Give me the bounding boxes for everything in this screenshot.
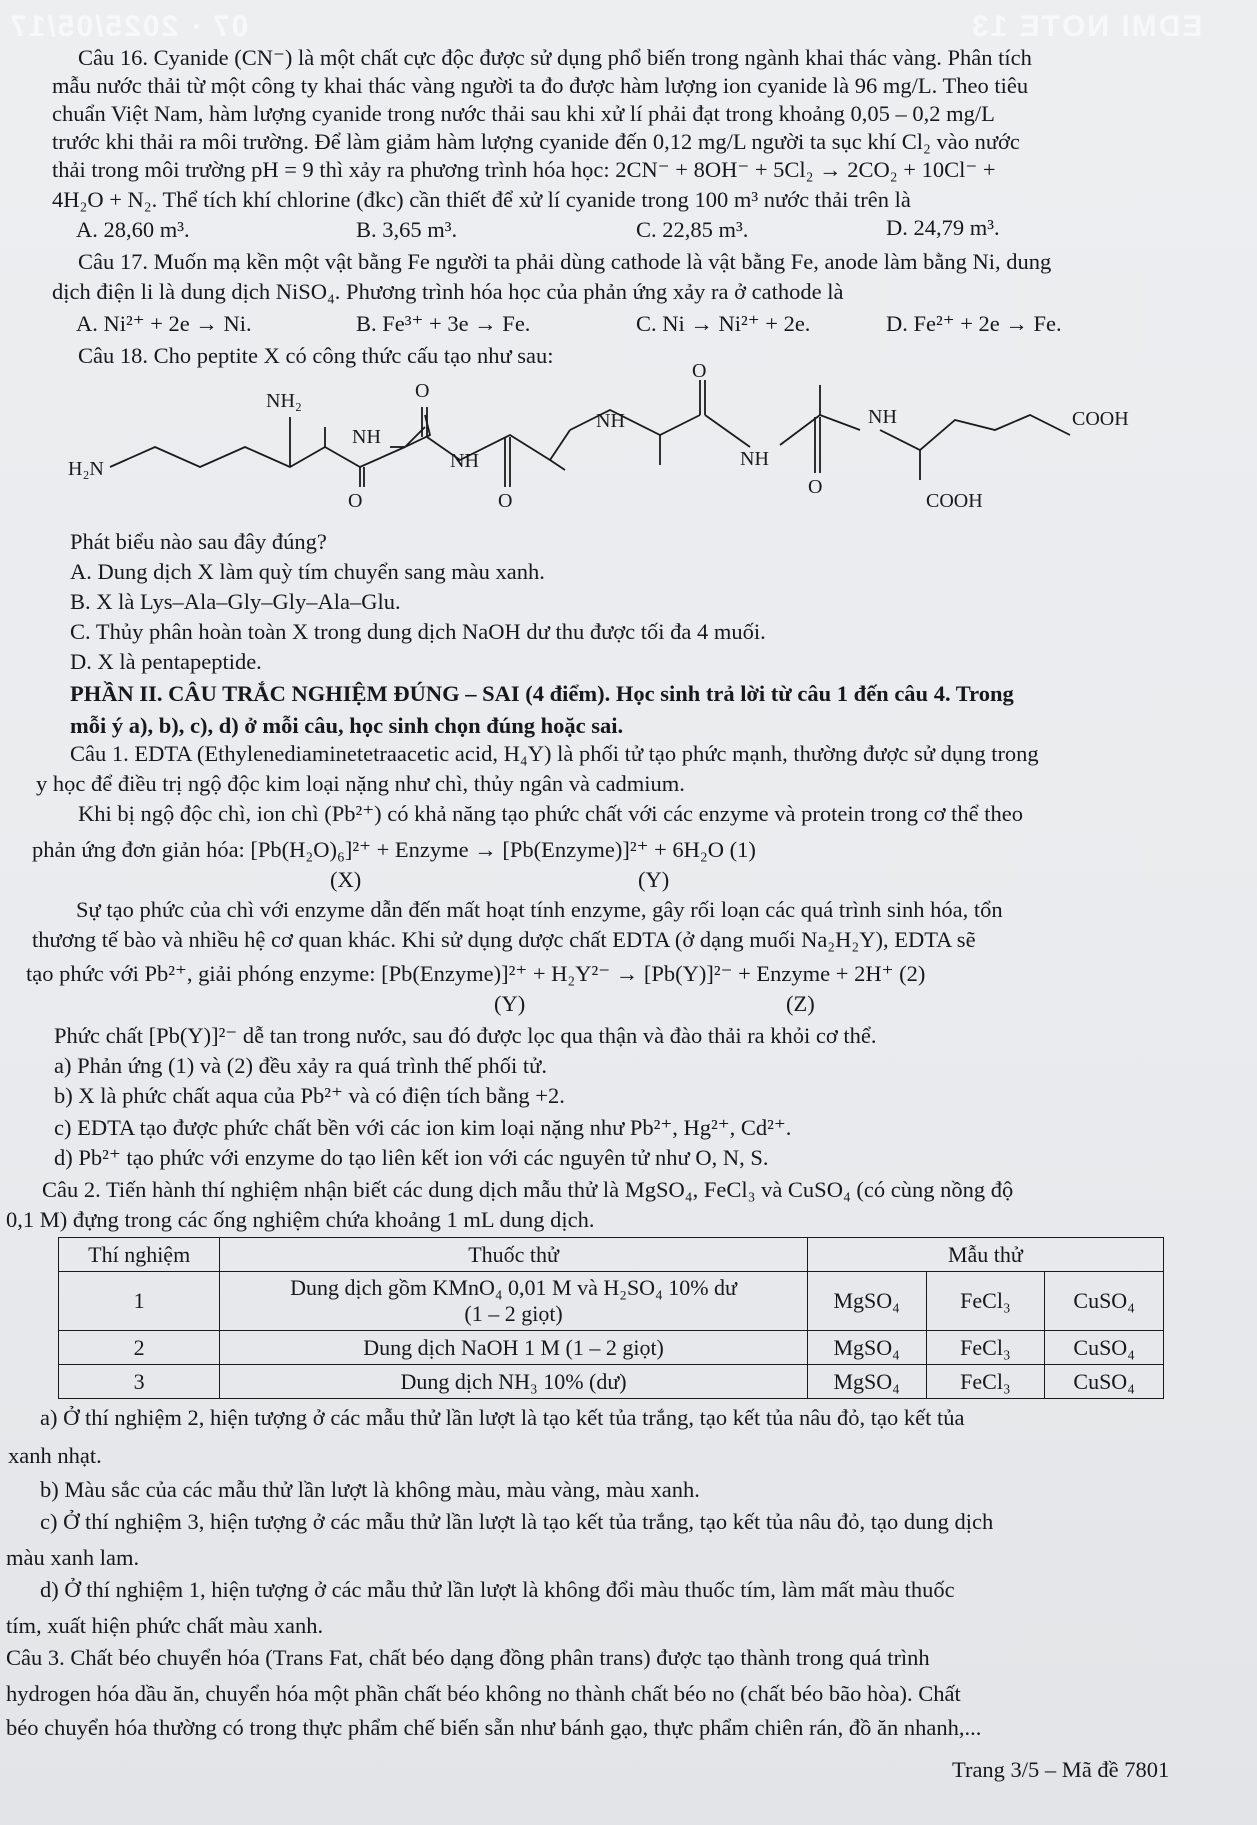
peptide-structure bbox=[60, 360, 1170, 525]
c1-line-2: y học để điều trị ngộ độc kim loại nặng như chì, thủy ngân và cadmium. bbox=[36, 771, 685, 796]
q18-option-c: C. Thủy phân hoàn toàn X trong dung dịch NaOH dư thu được tối đa 4 muối. bbox=[70, 619, 766, 644]
struct-nh2-top: NH₂ bbox=[266, 390, 302, 412]
c2-statement-c-1: c) Ở thí nghiệm 3, hiện tượng ở các mẫu thử lần lượt là tạo kết tủa trắng, tạo kết tủa nâu đỏ, tạo dung dịch bbox=[40, 1509, 994, 1534]
c1-statement-c: c) EDTA tạo được phức chất bền với các ion kim loại nặng như Pb²⁺, Hg²⁺, Cd²⁺. bbox=[54, 1115, 792, 1140]
part2-heading-1: PHẦN II. CÂU TRẮC NGHIỆM ĐÚNG – SAI (4 điểm). Học sinh trả lời từ câu 1 đến câu 4. Trong bbox=[70, 681, 1014, 706]
part2-heading-2: mỗi ý a), b), c), d) ở mỗi câu, học sinh chọn đúng hoặc sai. bbox=[70, 713, 624, 738]
row1-sample3: CuSO₄ bbox=[1045, 1272, 1164, 1331]
c1-line-6: thương tế bào và nhiều hệ cơ quan khác. Khi sử dụng dược chất EDTA (ở dạng muối Na₂H₂Y), EDTA sẽ bbox=[32, 927, 976, 952]
q18-option-a: A. Dung dịch X làm quỳ tím chuyển sang màu xanh. bbox=[70, 559, 545, 584]
q16-line-5: thải trong môi trường pH = 9 thì xảy ra phương trình hóa học: 2CN⁻ + 8OH⁻ + 5Cl₂ → 2CO₂ + 10Cl⁻ + bbox=[52, 157, 996, 182]
row2-number: 2 bbox=[59, 1331, 220, 1365]
c3-line-2: hydrogen hóa dầu ăn, chuyển hóa một phần chất béo không no thành chất béo no (chất béo bão hòa). Chất bbox=[6, 1681, 961, 1706]
header-reagent: Thuốc thử bbox=[220, 1238, 808, 1272]
q16-line-2: mẫu nước thải từ một công ty khai thác vàng người ta đo được hàm lượng ion cyanide là 96 mg/L. Theo tiêu bbox=[52, 73, 1029, 98]
table-row bbox=[59, 1272, 1164, 1331]
struct-nh-1: NH bbox=[352, 426, 381, 448]
q18-line-2: Phát biểu nào sau đây đúng? bbox=[70, 529, 327, 554]
row3-reagent: Dung dịch NH₃ 10% (dư) bbox=[220, 1365, 808, 1399]
c3-line-3: béo chuyển hóa thường có trong thực phẩm chế biến sẵn như bánh gạo, thực phẩm chiên rán, đồ ăn nhanh,... bbox=[6, 1715, 982, 1740]
row2-sample3: CuSO₄ bbox=[1045, 1331, 1164, 1365]
q16-option-a: A. 28,60 m³. bbox=[76, 217, 190, 242]
row2-sample1: MgSO₄ bbox=[807, 1331, 926, 1365]
struct-o-1: O bbox=[348, 490, 363, 512]
camera-stamp-left: 07 · 2025/05/17 bbox=[8, 10, 249, 43]
q17-option-a: A. Ni²⁺ + 2e → Ni. bbox=[76, 311, 252, 336]
page-footer: Trang 3/5 – Mã đề 7801 bbox=[952, 1757, 1170, 1782]
struct-cooh-1: COOH bbox=[1072, 408, 1129, 430]
row1-reagent-line2: (1 – 2 giọt) bbox=[464, 1301, 563, 1326]
c2-line-2: 0,1 M) đựng trong các ống nghiệm chứa khoảng 1 mL dung dịch. bbox=[6, 1207, 595, 1232]
row1-number: 1 bbox=[59, 1272, 220, 1331]
c2-statement-a-2: xanh nhạt. bbox=[8, 1443, 102, 1468]
q16-option-d: D. 24,79 m³. bbox=[886, 215, 1000, 240]
c2-line-1: Câu 2. Tiến hành thí nghiệm nhận biết các dung dịch mẫu thử là MgSO₄, FeCl₃ và CuSO₄ (có cùng nồng độ bbox=[42, 1177, 1014, 1202]
c2-statement-b: b) Màu sắc của các mẫu thử lần lượt là không màu, màu vàng, màu xanh. bbox=[40, 1477, 700, 1502]
c3-line-1: Câu 3. Chất béo chuyển hóa (Trans Fat, chất béo dạng đồng phân trans) được tạo thành trong quá trình bbox=[6, 1645, 930, 1670]
row1-sample1: MgSO₄ bbox=[807, 1272, 926, 1331]
q17-option-c: C. Ni → Ni²⁺ + 2e. bbox=[636, 311, 811, 336]
header-experiment: Thí nghiệm bbox=[59, 1238, 220, 1272]
q16-option-b: B. 3,65 m³. bbox=[356, 217, 458, 242]
q17-line-1: Câu 17. Muốn mạ kền một vật bằng Fe người ta phải dùng cathode là vật bằng Fe, anode làm bằng Ni, dung bbox=[78, 249, 1052, 274]
struct-o-3: O bbox=[498, 490, 513, 512]
c1-label-y: (Y) bbox=[638, 867, 670, 892]
table-row bbox=[59, 1365, 1164, 1399]
struct-h2n: H₂N bbox=[68, 458, 104, 480]
table-header-row bbox=[59, 1238, 1164, 1272]
struct-nh-2: NH bbox=[450, 450, 479, 472]
c1-line-5: Sự tạo phức của chì với enzyme dẫn đến mất hoạt tính enzyme, gây rối loạn các quá trình sinh hóa, tổn bbox=[76, 897, 1003, 922]
q18-line-1: Câu 18. Cho peptite X có công thức cấu tạo như sau: bbox=[78, 343, 554, 368]
c2-statement-d-1: d) Ở thí nghiệm 1, hiện tượng ở các mẫu thử lần lượt là không đổi màu thuốc tím, làm mất màu thuốc bbox=[40, 1577, 955, 1602]
row1-reagent bbox=[220, 1272, 808, 1331]
experiment-table bbox=[58, 1237, 1164, 1399]
row3-sample3: CuSO₄ bbox=[1045, 1365, 1164, 1399]
c1-line-7: tạo phức với Pb²⁺, giải phóng enzyme: [Pb(Enzyme)]²⁺ + H₂Y²⁻ → [Pb(Y)]²⁻ + Enzyme + 2H⁺ (2) bbox=[26, 961, 926, 986]
row2-sample2: FeCl₃ bbox=[926, 1331, 1045, 1365]
q16-line-1: Câu 16. Cyanide (CN⁻) là một chất cực độc được sử dụng phổ biến trong ngành khai thác vàng. Phân tích bbox=[78, 45, 1032, 70]
c1-label-y2: (Y) bbox=[494, 991, 526, 1016]
c2-statement-d-2: tím, xuất hiện phức chất màu xanh. bbox=[6, 1613, 324, 1638]
q17-line-2: dịch điện li là dung dịch NiSO₄. Phương trình hóa học của phản ứng xảy ra ở cathode là bbox=[52, 279, 844, 304]
c1-statement-a: a) Phản ứng (1) và (2) đều xảy ra quá trình thế phối tử. bbox=[54, 1053, 548, 1078]
c1-label-x: (X) bbox=[330, 867, 362, 892]
c1-statement-d: d) Pb²⁺ tạo phức với enzyme do tạo liên kết ion với các nguyên tử như O, N, S. bbox=[54, 1145, 769, 1170]
q18-option-d: D. X là pentapeptide. bbox=[70, 649, 262, 674]
q17-option-b: B. Fe³⁺ + 3e → Fe. bbox=[356, 311, 531, 336]
struct-o-2: O bbox=[415, 380, 430, 402]
c1-line-1: Câu 1. EDTA (Ethylenediaminetetraacetic acid, H₄Y) là phối tử tạo phức mạnh, thường được sử dụng trong bbox=[70, 741, 1039, 766]
c2-statement-c-2: màu xanh lam. bbox=[6, 1545, 140, 1570]
c2-statement-a-1: a) Ở thí nghiệm 2, hiện tượng ở các mẫu thử lần lượt là tạo kết tủa trắng, tạo kết tủa nâu đỏ, tạo kết tủa bbox=[40, 1405, 965, 1430]
c1-line-8: Phức chất [Pb(Y)]²⁻ dễ tan trong nước, sau đó được lọc qua thận và đào thải ra khỏi cơ thể. bbox=[54, 1023, 877, 1048]
q16-option-c: C. 22,85 m³. bbox=[636, 217, 749, 242]
q16-line-6: 4H₂O + N₂. Thể tích khí chlorine (đkc) cần thiết để xử lí cyanide trong 100 m³ nước thải trên là bbox=[52, 187, 911, 212]
struct-nh-5: NH bbox=[868, 406, 897, 428]
row3-number: 3 bbox=[59, 1365, 220, 1399]
q16-line-3: chuẩn Việt Nam, hàm lượng cyanide trong nước thải sau khi xử lí phải đạt trong khoảng 0,05 – 0,2 mg/L bbox=[52, 101, 995, 126]
struct-cooh-2: COOH bbox=[926, 490, 983, 512]
struct-o-5: O bbox=[808, 476, 823, 498]
row2-reagent: Dung dịch NaOH 1 M (1 – 2 giọt) bbox=[220, 1331, 808, 1365]
row1-sample2: FeCl₃ bbox=[926, 1272, 1045, 1331]
q17-option-d: D. Fe²⁺ + 2e → Fe. bbox=[886, 311, 1062, 336]
struct-nh-3: NH bbox=[596, 410, 625, 432]
row1-reagent-line1: Dung dịch gồm KMnO₄ 0,01 M và H₂SO₄ 10% dư bbox=[290, 1275, 737, 1300]
c1-statement-b: b) X là phức chất aqua của Pb²⁺ và có điện tích bằng +2. bbox=[54, 1083, 565, 1108]
camera-stamp-right: EDMI NOTE 13 bbox=[970, 10, 1203, 43]
c1-line-3: Khi bị ngộ độc chì, ion chì (Pb²⁺) có khả năng tạo phức chất với các enzyme và protein trong cơ thể theo bbox=[78, 801, 1023, 826]
c1-label-z: (Z) bbox=[786, 991, 815, 1016]
row3-sample2: FeCl₃ bbox=[926, 1365, 1045, 1399]
q18-option-b: B. X là Lys–Ala–Gly–Gly–Ala–Glu. bbox=[70, 589, 401, 614]
q16-line-4: trước khi thải ra môi trường. Để làm giảm hàm lượng cyanide đến 0,12 mg/L người ta sục khí Cl₂ vào nước bbox=[52, 129, 1020, 154]
table-row bbox=[59, 1331, 1164, 1365]
peptide-bonds bbox=[110, 380, 1070, 487]
struct-o-4: O bbox=[692, 360, 707, 382]
row3-sample1: MgSO₄ bbox=[807, 1365, 926, 1399]
header-sample: Mẫu thử bbox=[807, 1238, 1163, 1272]
struct-nh-4: NH bbox=[740, 448, 769, 470]
c1-line-4: phản ứng đơn giản hóa: [Pb(H₂O)₆]²⁺ + Enzyme → [Pb(Enzyme)]²⁺ + 6H₂O (1) bbox=[32, 837, 756, 862]
